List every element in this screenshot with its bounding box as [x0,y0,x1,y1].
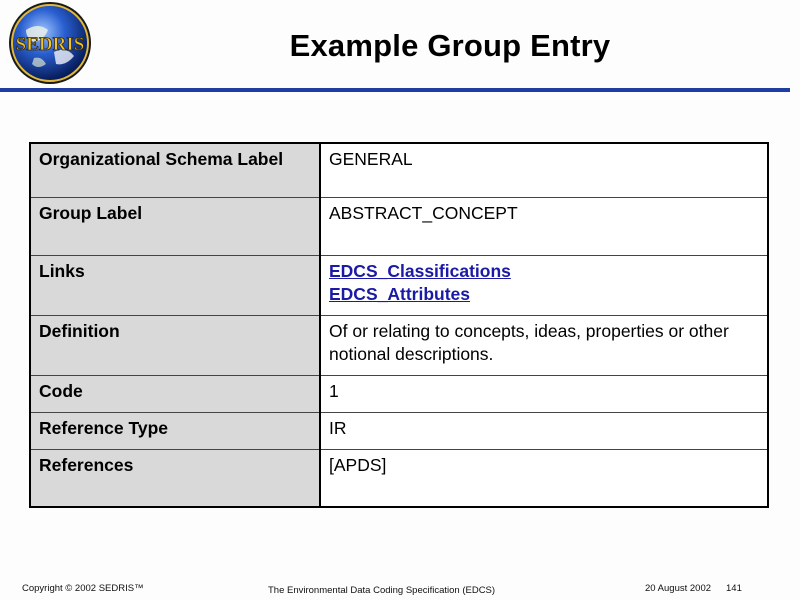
page-title: Example Group Entry [289,28,611,63]
group-entry-table [29,142,769,508]
row-value: [APDS] [320,449,768,507]
row-label: Reference Type [30,412,320,449]
footer-document-title: The Environmental Data Coding Specification (EDCS) [268,585,496,596]
footer-date: 20 August 2002 [645,583,712,594]
table-row [30,255,768,315]
table-row [30,449,768,507]
row-label: Definition [30,315,320,375]
row-label: Code [30,375,320,412]
link-edcs-attributes[interactable]: EDCS_Attributes [329,283,470,304]
row-value: Of or relating to concepts, ideas, properties or other notional descriptions. [320,315,768,375]
row-value [320,255,768,315]
row-label: References [30,449,320,507]
row-value: 1 [320,375,768,412]
table-row [30,143,768,197]
row-value: ABSTRACT_CONCEPT [320,197,768,255]
row-value: GENERAL [320,143,768,197]
table-row [30,412,768,449]
footer-page-number: 141 [726,583,742,594]
row-label: Group Label [30,197,320,255]
row-value: IR [320,412,768,449]
table-row [30,375,768,412]
sedris-logo [4,0,96,86]
table-row [30,197,768,255]
row-label: Links [30,255,320,315]
table-row [30,315,768,375]
logo-text: SEDRIS [15,34,85,55]
footer-copyright: Copyright © 2002 SEDRIS™ [22,583,144,594]
link-edcs-classifications[interactable]: EDCS_Classifications [329,260,511,281]
row-label: Organizational Schema Label [30,143,320,197]
title-divider [0,88,790,92]
